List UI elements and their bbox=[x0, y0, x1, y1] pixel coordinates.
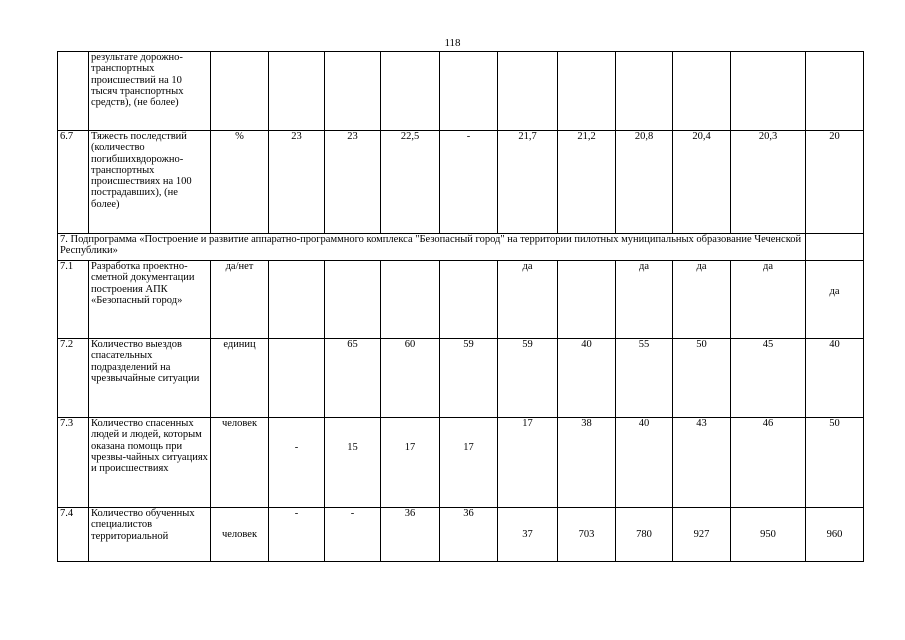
row-number-cell: 7.4 bbox=[58, 508, 89, 562]
value-cell bbox=[673, 52, 731, 131]
value-cell: 703 bbox=[558, 508, 616, 562]
value-cell: 20,4 bbox=[673, 131, 731, 234]
value-cell: 15 bbox=[325, 418, 381, 508]
value-cell: 17 bbox=[381, 418, 440, 508]
value-cell: - bbox=[440, 131, 498, 234]
unit-cell bbox=[211, 52, 269, 131]
table-row bbox=[58, 508, 864, 562]
table-row bbox=[58, 52, 864, 131]
unit-cell: да/нет bbox=[211, 261, 269, 339]
value-cell: да bbox=[673, 261, 731, 339]
value-cell: 65 bbox=[325, 339, 381, 418]
row-number-cell: 6.7 bbox=[58, 131, 89, 234]
value-cell: 17 bbox=[498, 418, 558, 508]
unit-cell: % bbox=[211, 131, 269, 234]
indicator-name-cell: Разработка проектно-сметной документации построения АПК «Безопасный город» bbox=[89, 261, 211, 339]
value-cell: 780 bbox=[616, 508, 673, 562]
value-cell: 55 bbox=[616, 339, 673, 418]
indicator-name-cell: Количество спасенных людей и людей, которым оказана помощь при чрезвы-чайных ситуациях и происшествиях bbox=[89, 418, 211, 508]
value-cell bbox=[325, 52, 381, 131]
value-cell: 17 bbox=[440, 418, 498, 508]
value-cell: 23 bbox=[269, 131, 325, 234]
value-cell bbox=[325, 261, 381, 339]
value-cell: 21,7 bbox=[498, 131, 558, 234]
value-cell: 59 bbox=[498, 339, 558, 418]
value-cell bbox=[806, 234, 864, 261]
table-row bbox=[58, 339, 864, 418]
value-cell bbox=[498, 52, 558, 131]
value-cell bbox=[616, 52, 673, 131]
indicator-name-cell: Количество обученных специалистов территориальной bbox=[89, 508, 211, 562]
unit-cell: человек bbox=[211, 508, 269, 562]
value-cell: да bbox=[498, 261, 558, 339]
indicators-table bbox=[57, 51, 864, 562]
value-cell: 20,3 bbox=[731, 131, 806, 234]
table-row bbox=[58, 131, 864, 234]
value-cell: 36 bbox=[440, 508, 498, 562]
value-cell bbox=[269, 261, 325, 339]
page-number: 118 bbox=[444, 37, 461, 49]
row-number-cell: 7.2 bbox=[58, 339, 89, 418]
value-cell bbox=[440, 261, 498, 339]
value-cell: 50 bbox=[806, 418, 864, 508]
value-cell: 960 bbox=[806, 508, 864, 562]
value-cell: 43 bbox=[673, 418, 731, 508]
section-row bbox=[58, 234, 864, 261]
value-cell: 40 bbox=[616, 418, 673, 508]
row-number-cell: 7.1 bbox=[58, 261, 89, 339]
value-cell bbox=[381, 261, 440, 339]
value-cell bbox=[558, 261, 616, 339]
value-cell: 36 bbox=[381, 508, 440, 562]
value-cell bbox=[440, 52, 498, 131]
value-cell: 21,2 bbox=[558, 131, 616, 234]
value-cell bbox=[269, 339, 325, 418]
value-cell: 23 bbox=[325, 131, 381, 234]
table-row bbox=[58, 418, 864, 508]
value-cell: 950 bbox=[731, 508, 806, 562]
value-cell: 50 bbox=[673, 339, 731, 418]
value-cell: 40 bbox=[806, 339, 864, 418]
value-cell: 40 bbox=[558, 339, 616, 418]
value-cell: 37 bbox=[498, 508, 558, 562]
value-cell bbox=[806, 52, 864, 131]
value-cell bbox=[558, 52, 616, 131]
value-cell: да bbox=[616, 261, 673, 339]
value-cell: 59 bbox=[440, 339, 498, 418]
unit-cell: единиц bbox=[211, 339, 269, 418]
value-cell bbox=[269, 52, 325, 131]
indicator-name-cell: Количество выездов спасательных подразделений на чрезвычайные ситуации bbox=[89, 339, 211, 418]
value-cell: - bbox=[269, 508, 325, 562]
value-cell: - bbox=[269, 418, 325, 508]
value-cell: 22,5 bbox=[381, 131, 440, 234]
table-row bbox=[58, 261, 864, 339]
value-cell: 20,8 bbox=[616, 131, 673, 234]
value-cell: 46 bbox=[731, 418, 806, 508]
section-title-cell: 7. Подпрограмма «Построение и развитие аппаратно-программного комплекса "Безопасный город" на территории пилотных муниципальных образование Чеченской Республики» bbox=[58, 234, 806, 261]
row-number-cell bbox=[58, 52, 89, 131]
value-cell bbox=[381, 52, 440, 131]
indicator-name-cell: Тяжесть последствий (количество погибшихвдорожно-транспортных происшествиях на 100 пострадавших), (не более) bbox=[89, 131, 211, 234]
value-cell: 927 bbox=[673, 508, 731, 562]
value-cell: 38 bbox=[558, 418, 616, 508]
value-cell: да bbox=[731, 261, 806, 339]
unit-cell: человек bbox=[211, 418, 269, 508]
value-cell: 45 bbox=[731, 339, 806, 418]
value-cell: да bbox=[806, 261, 864, 339]
indicator-name-cell: результате дорожно-транспортных происшествий на 10 тысяч транспортных средств), (не более) bbox=[89, 52, 211, 131]
row-number-cell: 7.3 bbox=[58, 418, 89, 508]
value-cell: 60 bbox=[381, 339, 440, 418]
value-cell: - bbox=[325, 508, 381, 562]
value-cell bbox=[731, 52, 806, 131]
value-cell: 20 bbox=[806, 131, 864, 234]
